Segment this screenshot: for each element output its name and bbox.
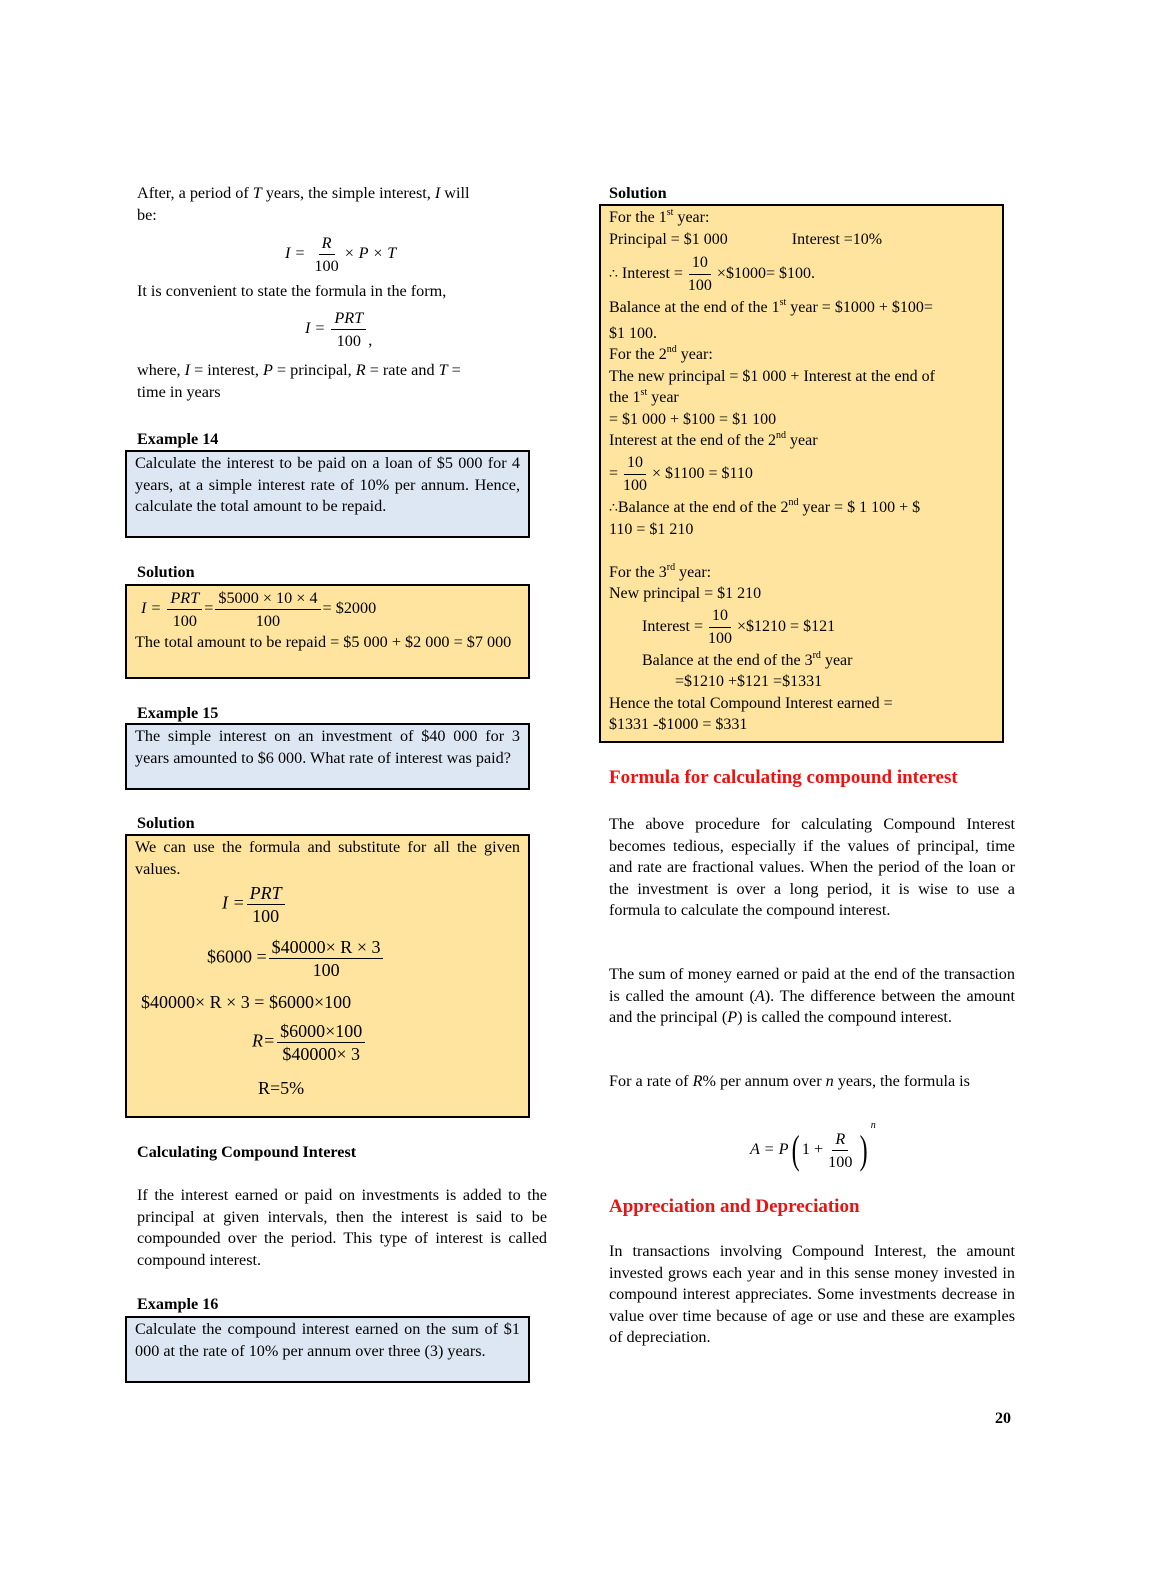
example-15-box: The simple interest on an investment of $40 000 for 3 years amounted to $6 000. What rate of interest was paid? [125, 723, 530, 790]
principal-line: Principal = $1 000 Interest =10% [609, 230, 883, 248]
therefore-icon: ∴ [609, 267, 618, 283]
solution-16-box: For the 1st year: Principal = $1 000 Interest =10% ∴ Interest = $\frac{10}{100}$ ×$1000= $100. Balance at the end of the 1st year = $1000 + $100= $1 100. For the 2nd year: The new principal = $1 000 + Interest at the end of the 1st year = $1 000 + $100 = $1 100 Interest at the end of the 2nd year = $\frac{10}{100}$ × $1100 = $110 ∴Balance at the end of the 2nd year = $ 1 100 + $ 110 = $1 210 For the 3rd year: New principal = $1 210 Interest = $\frac{10}{100}$ ×$1210 = $121 Balance at the end of the 3rd year =$1210 +$121 =$1331 Hence the total Compound Interest earned = $1331 -$1000 = $331 [599, 204, 1004, 743]
solution-15-step1: I = $\frac{\text{PRT}}{100}$ [222, 882, 287, 927]
solution-14-title: Solution [137, 563, 195, 581]
example-15-title: Example 15 [137, 704, 219, 722]
appreciation-paragraph: In transactions involving Compound Interest, the amount invested grows each year and in this sense money invested in compound interest appreciates. Some investments decrease in value over time because of age or use and these are examples of depreciation. [609, 1242, 1015, 1346]
year-2-label: For the 2nd year: [609, 344, 713, 363]
compound-interest-heading: Calculating Compound Interest [137, 1143, 357, 1161]
solution-15-step4: R= $\frac{\$6000\times 100}{\$40000\times 3}$ [252, 1020, 367, 1065]
solution-14-box [125, 584, 530, 679]
year-2-balance: ∴Balance at the end of the 2nd year = $ 1 100 + $ [609, 496, 921, 516]
intro-paragraph: After, a period of T years, the simple interest, I will be: [137, 184, 470, 224]
compound-interest-paragraph: If the interest earned or paid on investments is added to the principal at given intervals, then the interest is said to be compounded over the period. This type of interest is called compound interest. [137, 1186, 547, 1269]
simple-interest-formula: I = $\frac{R}{100}$ × P × T [285, 234, 397, 275]
solution-15-title: Solution [137, 814, 195, 832]
example-14-title: Example 14 [137, 430, 219, 448]
year-3-interest: Interest = $\frac{10}{100}$ ×$1210 = $121 [642, 606, 836, 647]
appreciation-heading: Appreciation and Depreciation [609, 1196, 860, 1217]
year-1-label: For the 1st year: [609, 207, 710, 226]
prt-formula: I = $\frac{\text{PRT}}{100}$ , [305, 309, 373, 350]
solution-14-total: The total amount to be repaid = $5 000 + $2 000 = $7 000 [135, 633, 512, 651]
solution-15-box: We can use the formula and substitute for all the given values. I = $\frac{\text{PRT}}{100}$ $6000 = $\frac{\$40000\times R \times 3}{100}$ $40000× R × 3 = $6000×100 R= $\frac{\$6000\times 100}{\$40000\times 3}$ R=5% [125, 834, 530, 1118]
therefore-icon: ∴ [609, 500, 618, 516]
page-number: 20 [995, 1410, 1011, 1427]
solution-14-formula: I = $\frac{\text{PRT}}{100}$ = $\frac{\$5000 \times 10 \times 4}{100}$ = $2000 [141, 589, 377, 630]
solution-16-title: Solution [609, 184, 667, 202]
rate-paragraph: For a rate of R% per annum over n years, the formula is [609, 1072, 970, 1090]
solution-15-step3: $40000× R × 3 = $6000×100 [141, 992, 352, 1012]
solution-15-step5: R=5% [258, 1078, 305, 1098]
compound-interest-formula: A = P( 1 + $\frac{R}{100}$ )$^n$ [750, 1120, 876, 1173]
amount-paragraph: The sum of money earned or paid at the end of the transaction is called the amount (A). The difference between the amount and the principal (P) is called the compound interest. [609, 965, 1015, 1026]
example-14-box: Calculate the interest to be paid on a loan of $5 000 for 4 years, at a simple interest rate of 10% per annum. Hence, calculate the total amount to be repaid. [125, 450, 530, 538]
where-definitions: where, I = interest, P = principal, R = rate and T = time in years [137, 361, 461, 401]
year-1-interest: ∴ Interest = $\frac{10}{100}$ ×$1000= $100. [609, 254, 815, 294]
example-16-box: Calculate the compound interest earned on the sum of $1 000 at the rate of 10% per annum over three (3) years. [125, 1316, 530, 1383]
procedure-paragraph: The above procedure for calculating Compound Interest becomes tedious, especially if the values of principal, time and rate are fractional values. When the period of the loan or the investment is over a long period, it is wise to use a formula to calculate the compound interest. [609, 815, 1015, 919]
example-16-title: Example 16 [137, 1295, 219, 1313]
year-3-label: For the 3rd year: [609, 561, 712, 581]
solution-15-step2: $6000 = $\frac{\$40000\times R \times 3}{100}$ [207, 936, 385, 981]
formula-heading: Formula for calculating compound interest [609, 767, 958, 788]
convenient-text: It is convenient to state the formula in the form, [137, 282, 447, 300]
year-1-balance: Balance at the end of the 1st year = $1000 + $100= [609, 297, 933, 316]
year-2-interest: = $\frac{10}{100}$ × $1100 = $110 [609, 453, 753, 494]
